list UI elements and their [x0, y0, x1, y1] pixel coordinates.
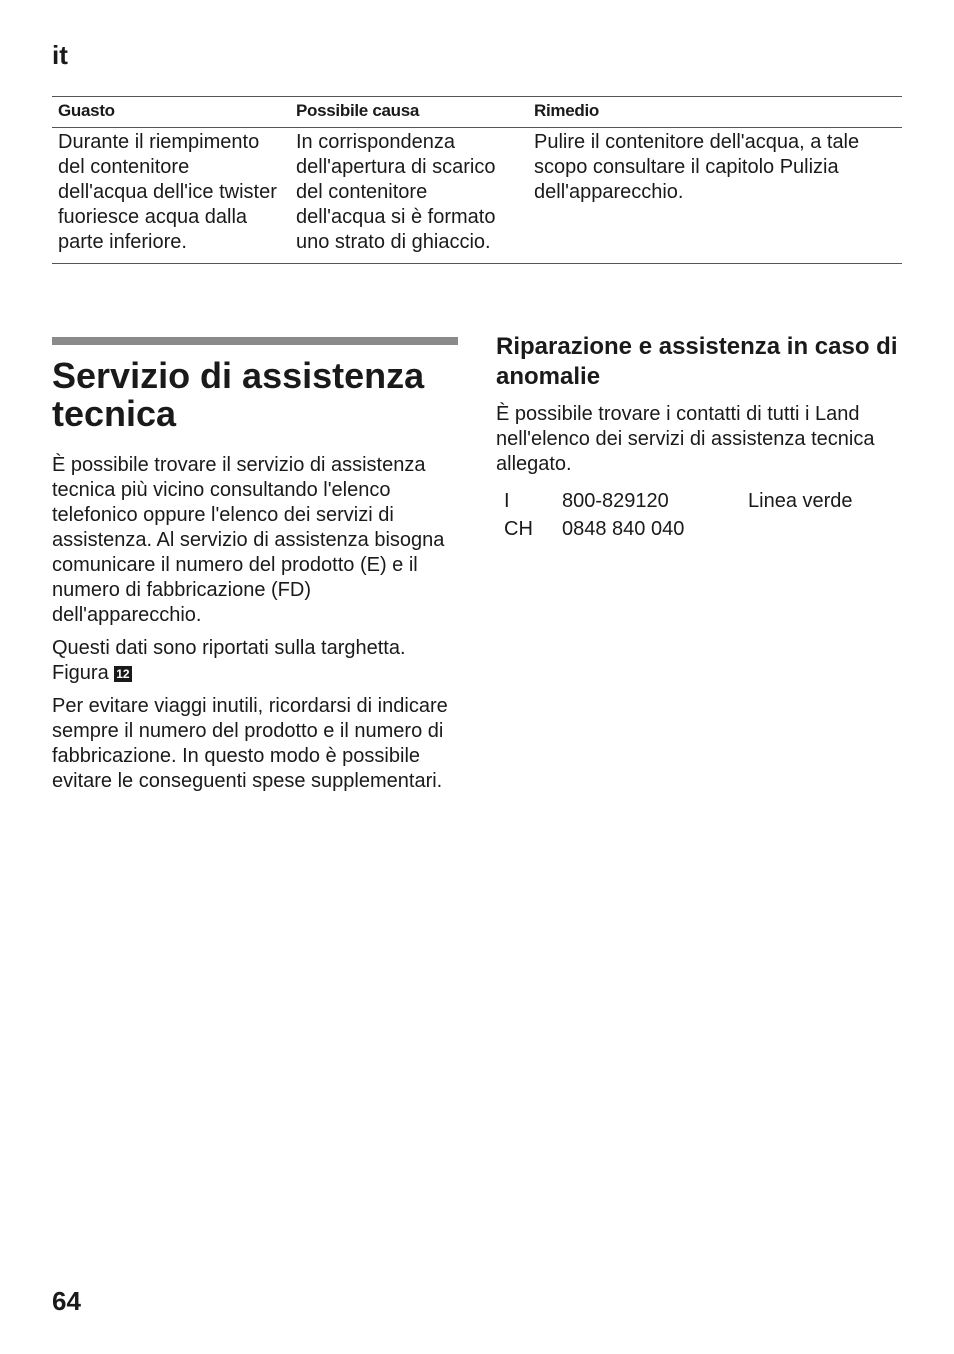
- table-cell-remedy: Pulire il contenitore dell'acqua, a tale scopo consultare il capitolo Pulizia dell'apparecchio.: [528, 128, 902, 264]
- contacts-table: [498, 487, 859, 543]
- troubleshooting-table: [52, 96, 902, 264]
- subsection-title: Riparazione e assistenza in caso di anomalie: [496, 333, 898, 390]
- table-cell-fault: Durante il riempimento del contenitore dell'acqua dell'ice twister fuoriesce acqua dalla parte inferiore.: [52, 128, 290, 264]
- section-divider: [52, 337, 458, 345]
- service-paragraph-3: Per evitare viaggi inutili, ricordarsi di indicare sempre il numero del prodotto e il numero di fabbricazione. In questo modo è possibile evitare le conseguenti spese supplementari.: [52, 695, 448, 792]
- language-label: it: [52, 40, 68, 70]
- contact-row: [498, 515, 859, 543]
- contact-number: 800-829120: [562, 490, 669, 512]
- contact-note: [742, 515, 859, 543]
- contact-number: 0848 840 040: [562, 518, 685, 540]
- figure-reference-badge: 12: [116, 667, 130, 681]
- contact-country: CH: [504, 518, 533, 540]
- contact-note: Linea verde: [748, 490, 853, 512]
- column-header-remedy: Rimedio: [528, 97, 902, 128]
- service-section: [52, 337, 458, 802]
- contact-row: [498, 487, 859, 515]
- service-paragraph-2: [52, 636, 458, 686]
- table-header-row: [52, 97, 902, 128]
- repair-section: [496, 332, 902, 543]
- column-header-cause: Possibile causa: [290, 97, 528, 128]
- table-cell-cause: In corrispondenza dell'apertura di scarico del contenitore dell'acqua si è formato uno strato di ghiaccio.: [290, 128, 528, 264]
- column-header-fault: Guasto: [52, 97, 290, 128]
- table-row: [52, 128, 902, 264]
- repair-paragraph: È possibile trovare i contatti di tutti i Land nell'elenco dei servizi di assistenza tecnica allegato.: [496, 403, 875, 475]
- page-number: 64: [52, 1286, 81, 1316]
- service-paragraph-2-text: Questi dati sono riportati sulla targhetta. Figura: [52, 637, 406, 684]
- service-paragraph-1: È possibile trovare il servizio di assistenza tecnica più vicino consultando l'elenco telefonico oppure l'elenco dei servizi di assistenza. Al servizio di assistenza bisogna comunicare il numero del prodotto (E) e il numero di fabbricazione (FD) dell'apparecchio.: [52, 454, 445, 626]
- contact-country: I: [504, 490, 510, 512]
- section-title: Servizio di assistenza tecnica: [52, 355, 425, 434]
